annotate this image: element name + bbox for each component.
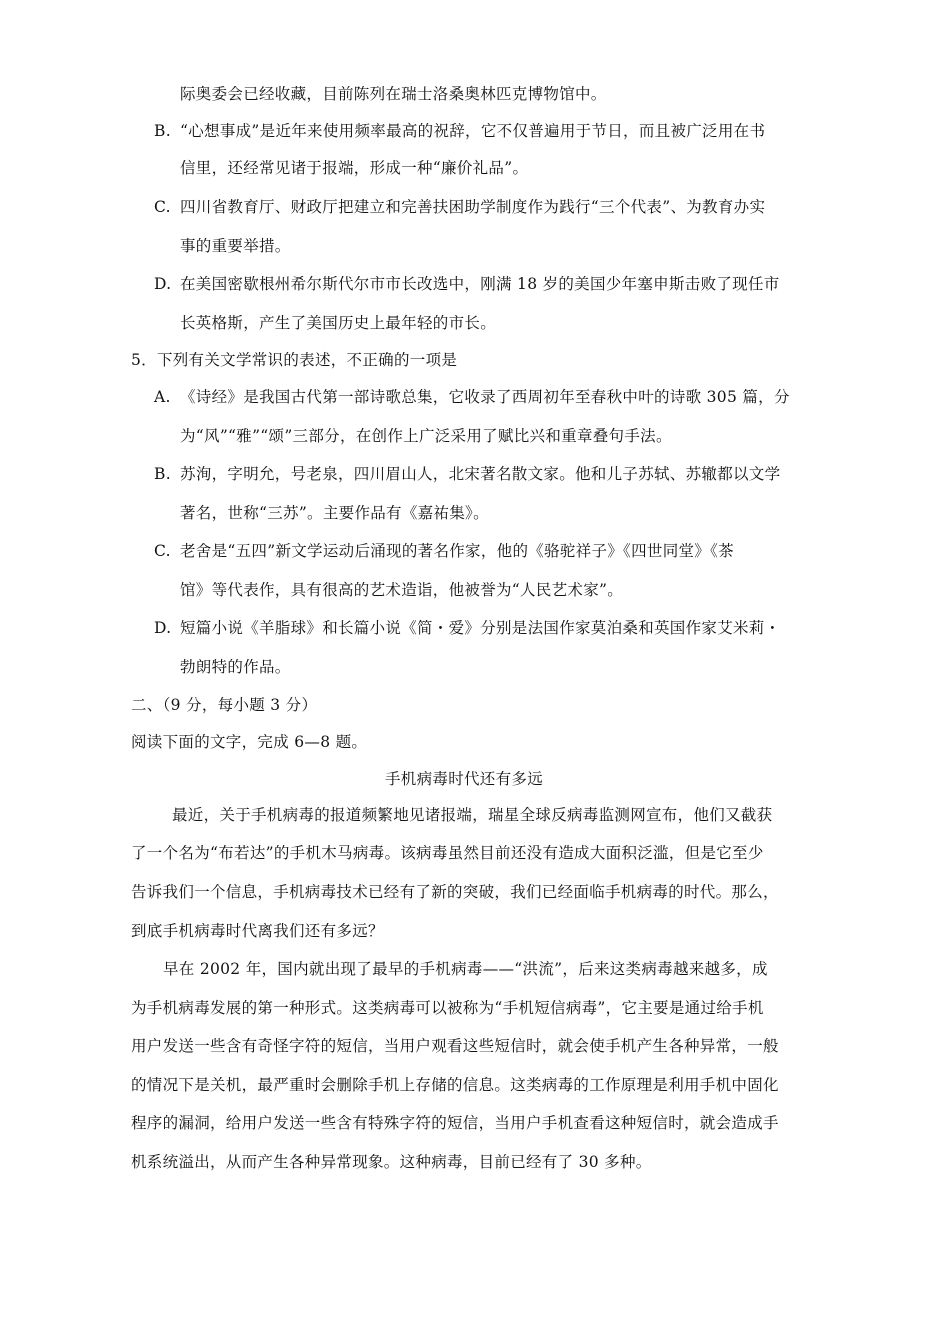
paragraph-1-line: 到底手机病毒时代离我们还有多远？ [131,922,384,940]
paragraph-2-line: 的情况下是关机，最严重时会删除手机上存储的信息。这类病毒的工作原理是利用手机中固化 [131,1076,779,1094]
option-text: 短篇小说《羊脂球》和长篇小说《简・爱》分别是法国作家莫泊桑和英国作家艾米莉・ [180,619,781,637]
paragraph-1-line: 最近，关于手机病毒的报道频繁地见诸报端，瑞星全球反病毒监测网宣布，他们又截获 [172,806,773,824]
section-heading: 二、（9 分，每小题 3 分） [131,696,318,714]
option-label: D. [154,619,172,637]
q5-option-b-line2: 著名，世称“三苏”。主要作品有《嘉祐集》。 [180,504,489,522]
option-text: 苏洵，字明允，号老泉，四川眉山人，北宋著名散文家。他和儿子苏轼、苏辙都以文学 [180,465,781,483]
continuation-line: 际奥委会已经收藏，目前陈列在瑞士洛桑奥林匹克博物馆中。 [180,85,607,103]
q5-option-c [154,541,734,561]
paragraph-2-line: 为手机病毒发展的第一种形式。这类病毒可以被称为“手机短信病毒”，它主要是通过给手机 [131,999,764,1017]
paragraph-2-line: 程序的漏洞，给用户发送一些含有特殊字符的短信，当用户手机查看这种短信时，就会造成手 [131,1114,779,1132]
q5-option-c-line2: 馆》等代表作，具有很高的艺术造诣，他被誉为“人民艺术家”。 [180,581,624,599]
q4-option-d-line2: 长英格斯，产生了美国历史上最年轻的市长。 [180,314,497,332]
option-text: 老舍是“五四”新文学运动后涌现的著名作家，他的《骆驼祥子》《四世同堂》《茶 [180,542,734,560]
q5-option-a-line2: 为“风”“雅”“颂”三部分，在创作上广泛采用了赋比兴和重章叠句手法。 [180,427,672,445]
option-label: C. [154,542,171,560]
option-text: 四川省教育厅、财政厅把建立和完善扶困助学制度作为践行“三个代表”、为教育办实 [180,198,766,216]
option-text: “心想事成”是近年来使用频率最高的祝辞，它不仅普遍用于节日，而且被广泛用在书 [180,122,766,140]
q5-stem: 5．下列有关文学常识的表述，不正确的一项是 [131,351,458,369]
option-label: C. [154,198,171,216]
paragraph-2-line: 机系统溢出，从而产生各种异常现象。这种病毒，目前已经有了 30 多种。 [131,1153,652,1171]
article-title: 手机病毒时代还有多远 [385,770,544,788]
option-text: 《诗经》是我国古代第一部诗歌总集，它收录了西周初年至春秋中叶的诗歌 305 篇，分 [180,388,790,406]
paragraph-1-line: 告诉我们一个信息，手机病毒技术已经有了新的突破，我们已经面临手机病毒的时代。那么， [131,883,779,901]
paragraph-1-line: 了一个名为“布若达”的手机木马病毒。该病毒虽然目前还没有造成大面积泛滥，但是它至少 [131,844,764,862]
option-label: B. [154,465,171,483]
paragraph-2-line: 早在 2002 年，国内就出现了最早的手机病毒——“洪流”，后来这类病毒越来越多，成 [163,960,768,978]
option-label: B. [154,122,171,140]
q5-option-a [154,387,790,407]
q4-option-c-line2: 事的重要举措。 [180,237,291,255]
q4-option-d [154,274,780,294]
q5-option-b [154,464,780,484]
q4-option-c [154,197,765,217]
reading-instruction: 阅读下面的文字，完成 6—8 题。 [131,733,368,751]
paragraph-2-line: 用户发送一些含有奇怪字符的短信，当用户观看这些短信时，就会使手机产生各种异常，一般 [131,1037,779,1055]
option-label: D. [154,275,172,293]
q5-option-d-line2: 勃朗特的作品。 [180,658,291,676]
q4-option-b-line2: 信里，还经常见诸于报端，形成一种“廉价礼品”。 [180,159,529,177]
q5-option-d [154,618,780,638]
option-text: 在美国密歇根州希尔斯代尔市市长改选中，刚满 18 岁的美国少年塞申斯击败了现任市 [180,275,780,293]
option-label: A. [154,388,171,406]
q4-option-b [154,121,765,141]
